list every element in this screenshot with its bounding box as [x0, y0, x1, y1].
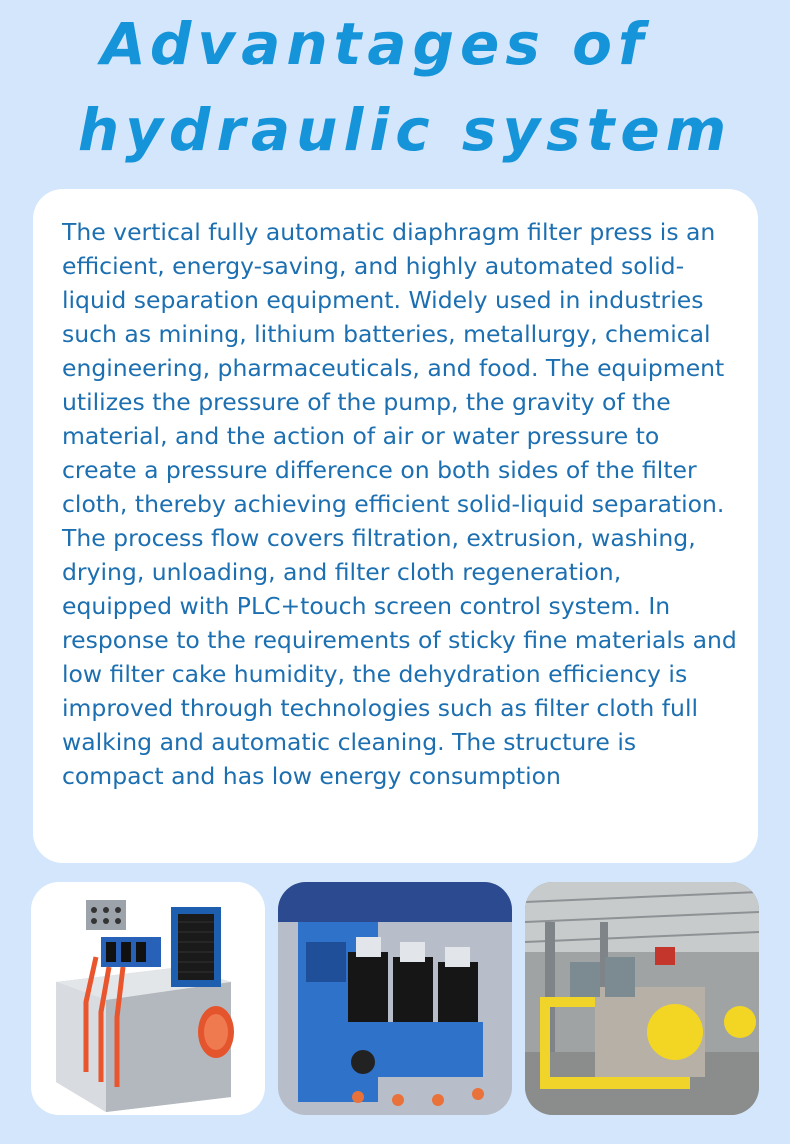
hydraulic-unit-illustration — [31, 882, 265, 1115]
description-text: The vertical fully automatic diaphragm filter press is an efficient, energy-saving, and highly automated solid-liquid separation equipment. Widely used in industries such as mining, lithium batteries, metallurgy, chemical engineering, pharmaceuticals, and food. The equipment utilizes the pressure of the pump, the gravity of the material, and the action of air or water pressure to create a pressure difference on both sides of the filter cloth, thereby achieving efficient solid-liquid separation. The process flow covers filtration, extrusion, washing, drying, unloading, and filter cloth regeneration, equipped with PLC+touch screen control system. In response to the requirements of sticky fine materials and low filter cake humidity, the dehydration efficiency is improved through technologies such as filter cloth full walking and automatic cleaning. The structure is compact and has low energy consumption — [62, 218, 737, 790]
solenoid-valves-illustration — [278, 882, 512, 1115]
factory-floor-photo — [525, 882, 759, 1115]
solenoid-valves-photo — [278, 882, 512, 1115]
page-title-line-2: hydraulic system — [77, 96, 733, 164]
page-title-line-1: Advantages of — [100, 10, 650, 78]
factory-floor-illustration — [525, 882, 759, 1115]
description-card — [33, 189, 758, 863]
hydraulic-unit-photo — [31, 882, 265, 1115]
